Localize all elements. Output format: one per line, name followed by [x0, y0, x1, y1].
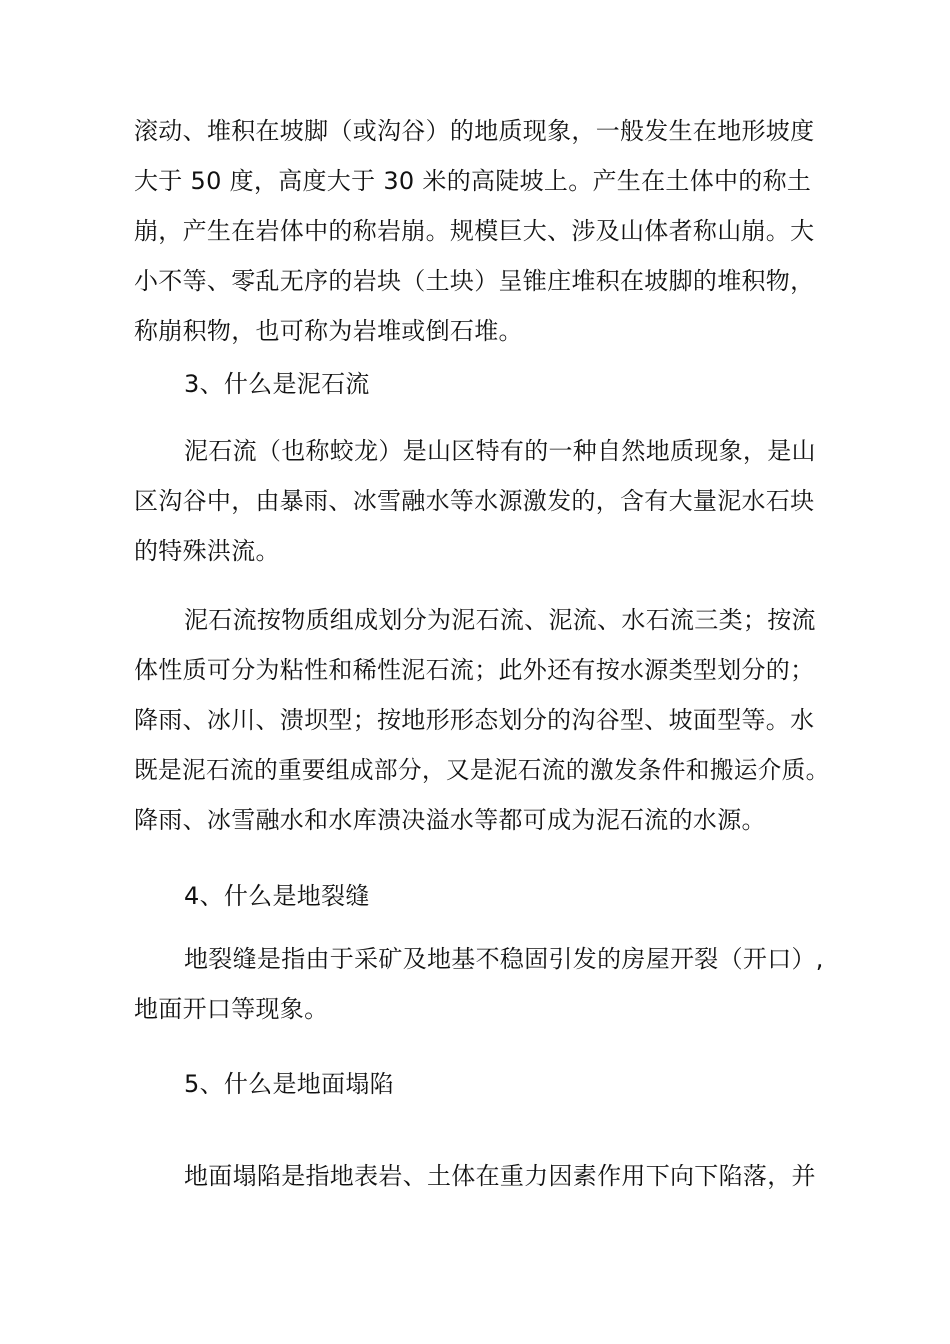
section-heading: 5、什么是地面塌陷 — [184, 1070, 394, 1098]
paragraph-line: 泥石流（也称蛟龙）是山区特有的一种自然地质现象，是山 — [184, 437, 816, 465]
paragraph-line: 崩，产生在岩体中的称岩崩。规模巨大、涉及山体者称山崩。大 — [134, 217, 815, 245]
section-heading: 3、什么是泥石流 — [184, 370, 370, 398]
paragraph-line: 的特殊洪流。 — [134, 537, 280, 565]
paragraph-line: 称崩积物，也可称为岩堆或倒石堆。 — [134, 317, 523, 345]
paragraph-line: 降雨、冰雪融水和水库溃决溢水等都可成为泥石流的水源。 — [134, 806, 766, 834]
paragraph-line: 地面塌陷是指地表岩、土体在重力因素作用下向下陷落，并 — [184, 1162, 816, 1190]
paragraph-line: 体性质可分为粘性和稀性泥石流；此外还有按水源类型划分的； — [134, 656, 815, 684]
section-heading: 4、什么是地裂缝 — [184, 882, 370, 910]
paragraph-line: 大于 50 度，高度大于 30 米的高陡坡上。产生在土体中的称土 — [134, 167, 812, 195]
paragraph-line: 地面开口等现象。 — [134, 995, 329, 1023]
paragraph-line: 降雨、冰川、溃坝型；按地形形态划分的沟谷型、坡面型等。水 — [134, 706, 815, 734]
paragraph-line: 区沟谷中，由暴雨、冰雪融水等水源激发的，含有大量泥水石块 — [134, 487, 815, 515]
paragraph-line: 既是泥石流的重要组成部分，又是泥石流的激发条件和搬运介质。 — [134, 756, 830, 784]
paragraph-line: 小不等、零乱无序的岩块（土块）呈锥庄堆积在坡脚的堆积物， — [134, 267, 815, 295]
paragraph-line: 泥石流按物质组成划分为泥石流、泥流、水石流三类；按流 — [184, 606, 816, 634]
paragraph-line: 滚动、堆积在坡脚（或沟谷）的地质现象，一般发生在地形坡度 — [134, 117, 815, 145]
paragraph-line: 地裂缝是指由于采矿及地基不稳固引发的房屋开裂（开口）, — [184, 945, 824, 973]
